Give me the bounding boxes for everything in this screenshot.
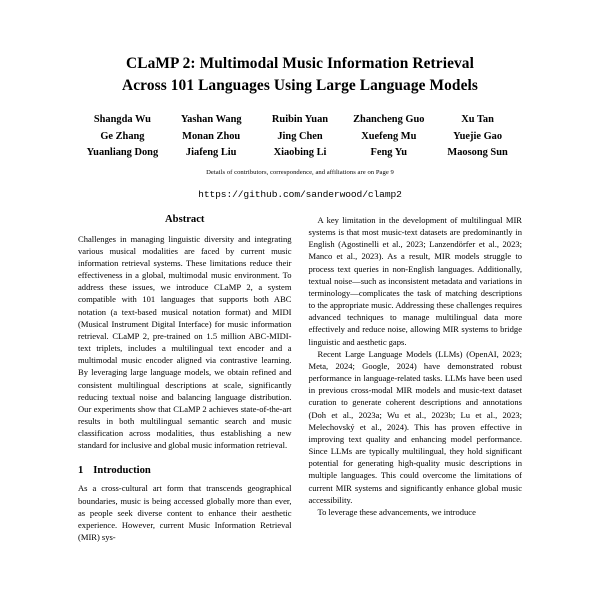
right-paragraph-1: A key limitation in the development of multilingual MIR systems is that most music-text datasets are predominantly in English (Agostinelli et al., 2023; Lanzendörfer et al., 2023; Manco et al., 2023). As a result, MIR models struggle to process text queries in non-English languages. Additionally, textual noise—such as inconsistent metadata and variations in terminology—complicates the task of matching descriptions to the appropriate music. Addressing these challenges requires advanced techniques to manage multilingual data more effectively and reduce noise, allowing MIR systems to bridge linguistic and aesthetic gaps. <box>308 214 522 347</box>
title-line-1: CLaMP 2: Multimodal Music Information Retrieval <box>126 55 474 72</box>
right-column <box>309 214 523 543</box>
abstract-heading: Abstract <box>165 213 205 225</box>
author-list <box>78 112 522 163</box>
section-title: Introduction <box>93 464 151 476</box>
title-line-2: Across 101 Languages Using Large Language Models <box>122 76 478 94</box>
left-column <box>78 214 292 543</box>
contributors-footnote: Details of contributors, correspondence, and affiliations are on Page 9 <box>206 169 394 177</box>
section-number: 1 <box>78 464 84 476</box>
author-row <box>78 129 522 146</box>
author-name: Yashan Wang <box>180 113 242 125</box>
right-paragraph-2: Recent Large Language Models (LLMs) (OpenAI, 2023; Meta, 2024; Google, 2024) have demonstrated robust performance in language-related tasks. LLMs have been used in previous cross-modal MIR models and music-text dataset curation to generate coherent descriptions and annotations (Doh et al., 2023a; Wu et al., 2023b; Lu et al., 2023; Melechovský et al., 2024). This has proven effective in improving text quality and enhancing model performance. Since LLMs are typically multilingual, they hold significant potential for generating high-quality music descriptions in multiple languages. This could overcome the limitations of current MIR systems and significantly enhance global music accessibility. <box>308 348 522 505</box>
introduction-paragraph-1: As a cross-cultural art form that transcends geographical boundaries, music is being accessed globally more than ever, as people seek diverse content to enhance their aesthetic experience. However, current Music Information Retrieval (MIR) sys- <box>78 483 292 543</box>
abstract-text: Challenges in managing linguistic diversity and integrating various musical modalities are faced by current music information retrieval systems. These limitations reduce their effectiveness in a global, multimodal music environment. To address these issues, we introduce CLaMP 2, a system compatible with 101 languages that supports both ABC notation (a text-based musical notation format) and MIDI (Musical Instrument Digital Interface) for music information retrieval. CLaMP 2, pre-trained on 1.5 million ABC-MIDI-text triplets, includes a multilingual text encoder and a multimodal music encoder aligned via contrastive learning. By leveraging large language models, we obtain refined and consistent multilingual descriptions at scale, significantly reducing textual noise and balancing language distribution. Our experiments show that CLaMP 2 achieves state-of-the-art results in both multilingual semantic search and music classification across modalities, thus establishing a new standard for inclusive and global music information retrieval. <box>78 233 292 451</box>
right-paragraph-3: To leverage these advancements, we introduce <box>317 506 476 517</box>
author-name: Xiaobing Li <box>273 147 327 159</box>
introduction-heading <box>78 465 292 478</box>
author-name: Ge Zhang <box>100 130 145 142</box>
author-name: Maosong Sun <box>447 147 508 159</box>
project-url[interactable]: https://github.com/sanderwood/clamp2 <box>198 188 402 200</box>
author-row <box>78 145 522 162</box>
author-name: Jing Chen <box>277 130 323 142</box>
author-name: Jiafeng Liu <box>185 147 237 159</box>
author-name: Yuejie Gao <box>453 130 503 142</box>
body-columns <box>78 214 522 543</box>
author-row <box>78 112 522 129</box>
author-name: Shangda Wu <box>93 113 151 125</box>
author-name: Monan Zhou <box>182 130 241 142</box>
author-name: Zhancheng Guo <box>353 113 425 125</box>
author-name: Yuanliang Dong <box>86 147 159 159</box>
author-name: Xuefeng Mu <box>361 130 417 142</box>
author-name: Ruibin Yuan <box>271 113 329 125</box>
author-name: Feng Yu <box>370 147 408 159</box>
author-name: Xu Tan <box>461 113 494 125</box>
page-title <box>78 0 522 97</box>
